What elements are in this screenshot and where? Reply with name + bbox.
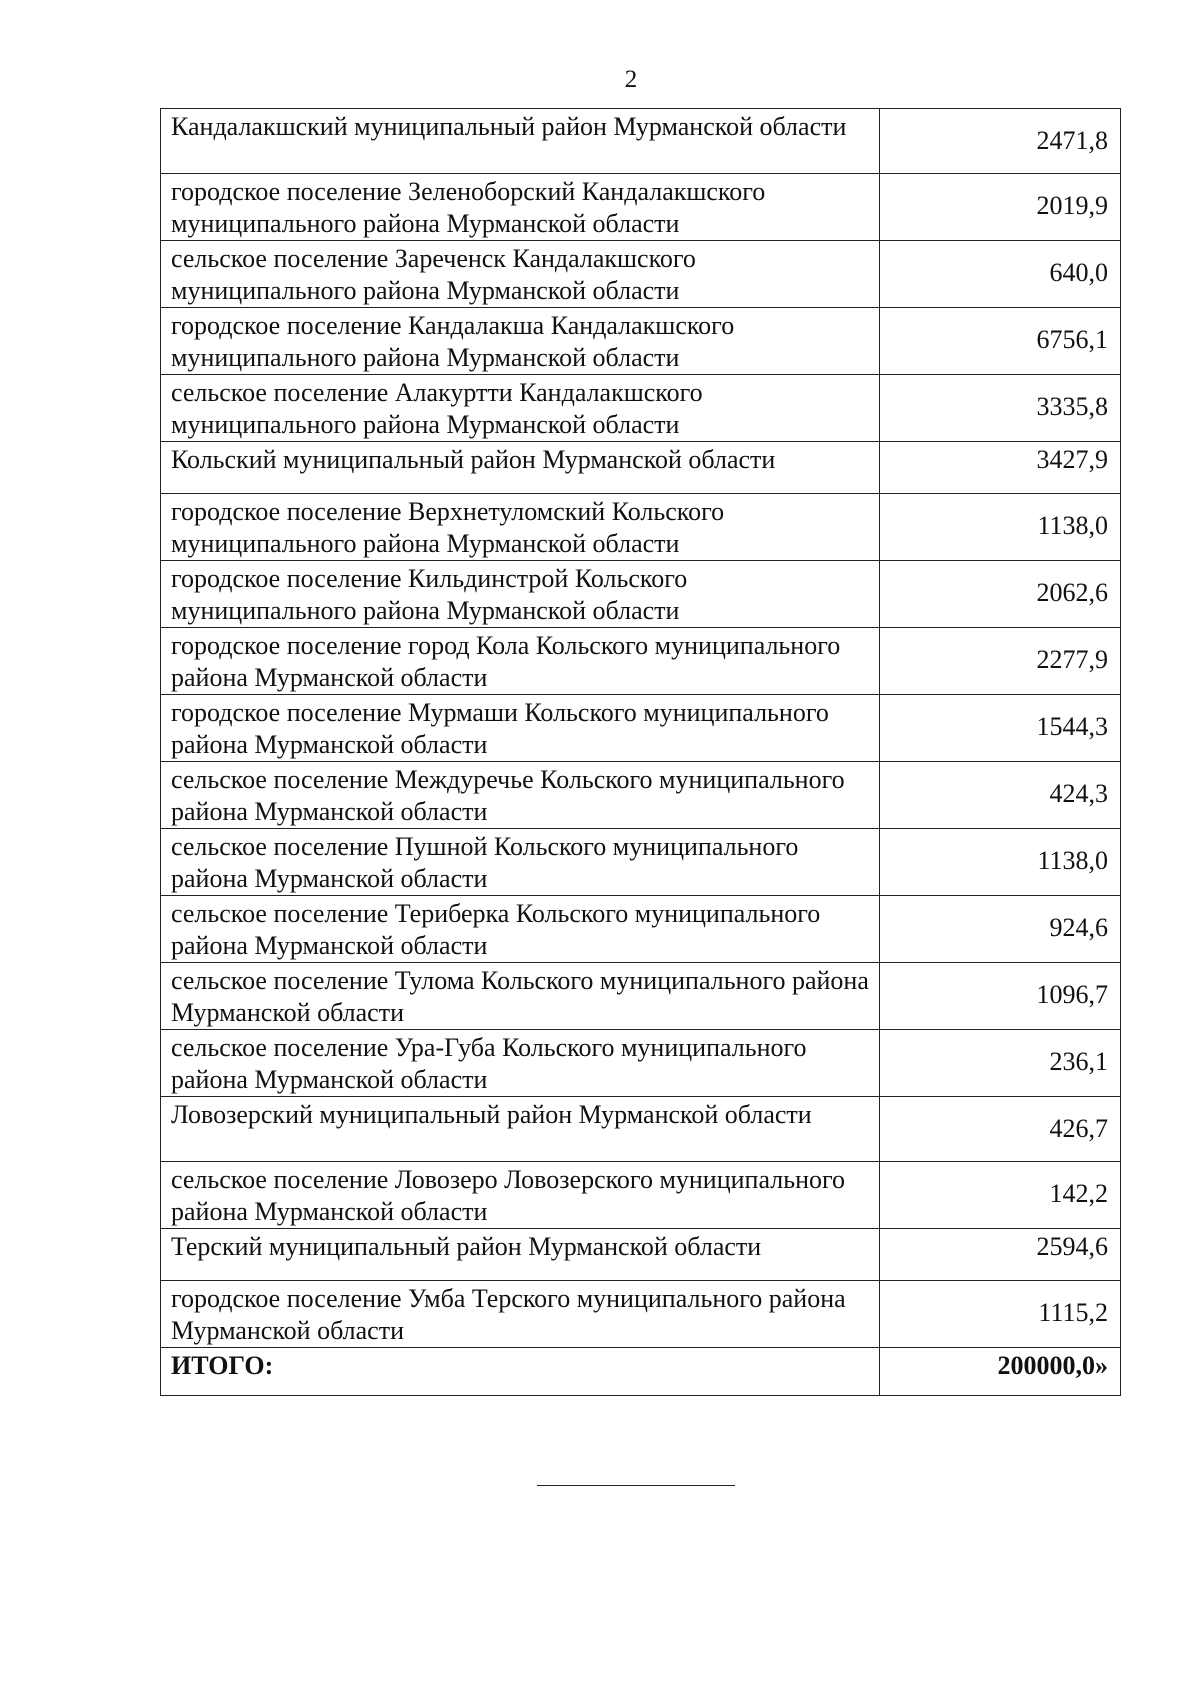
amount-value: 1544,3 bbox=[880, 695, 1121, 762]
municipality-name: Ловозерский муниципальный район Мурманской области bbox=[161, 1097, 880, 1162]
amount-value: 924,6 bbox=[880, 896, 1121, 963]
footer-rule bbox=[537, 1485, 735, 1486]
table-row bbox=[161, 109, 1121, 174]
total-amount: 200000,0» bbox=[880, 1348, 1121, 1396]
municipality-name: городское поселение Кандалакша Кандалакшского муниципального района Мурманской области bbox=[161, 308, 880, 375]
table-row bbox=[161, 695, 1121, 762]
table-row bbox=[161, 628, 1121, 695]
table-row bbox=[161, 241, 1121, 308]
page-number: 2 bbox=[624, 66, 638, 93]
municipality-name: сельское поселение Ловозеро Ловозерского муниципального района Мурманской области bbox=[161, 1162, 880, 1229]
municipality-name: городское поселение Умба Терского муниципального района Мурманской области bbox=[161, 1281, 880, 1348]
table-row bbox=[161, 829, 1121, 896]
table-row bbox=[161, 1281, 1121, 1348]
total-label: ИТОГО: bbox=[161, 1348, 880, 1396]
table-row bbox=[161, 1162, 1121, 1229]
amount-value: 2062,6 bbox=[880, 561, 1121, 628]
amount-value: 1138,0 bbox=[880, 829, 1121, 896]
amount-value: 2471,8 bbox=[880, 109, 1121, 174]
municipality-name: городское поселение город Кола Кольского муниципального района Мурманской области bbox=[161, 628, 880, 695]
municipality-name: городское поселение Зеленоборский Кандалакшского муниципального района Мурманской области bbox=[161, 174, 880, 241]
allocation-table bbox=[160, 108, 1121, 1396]
municipality-name: городское поселение Верхнетуломский Кольского муниципального района Мурманской области bbox=[161, 494, 880, 561]
table-row bbox=[161, 442, 1121, 494]
municipality-name: Терский муниципальный район Мурманской области bbox=[161, 1229, 880, 1281]
amount-value: 2277,9 bbox=[880, 628, 1121, 695]
municipality-name: сельское поселение Междуречье Кольского муниципального района Мурманской области bbox=[161, 762, 880, 829]
municipality-name: Кольский муниципальный район Мурманской области bbox=[161, 442, 880, 494]
municipality-name: сельское поселение Зареченск Кандалакшского муниципального района Мурманской области bbox=[161, 241, 880, 308]
municipality-name: сельское поселение Пушной Кольского муниципального района Мурманской области bbox=[161, 829, 880, 896]
table-row bbox=[161, 762, 1121, 829]
table-row bbox=[161, 494, 1121, 561]
amount-value: 2594,6 bbox=[880, 1229, 1121, 1281]
amount-value: 1096,7 bbox=[880, 963, 1121, 1030]
municipality-name: Кандалакшский муниципальный район Мурманской области bbox=[161, 109, 880, 174]
municipality-name: сельское поселение Териберка Кольского муниципального района Мурманской области bbox=[161, 896, 880, 963]
table-row bbox=[161, 1097, 1121, 1162]
amount-value: 1115,2 bbox=[880, 1281, 1121, 1348]
municipality-name: сельское поселение Ура-Губа Кольского муниципального района Мурманской области bbox=[161, 1030, 880, 1097]
municipality-name: городское поселение Кильдинстрой Кольского муниципального района Мурманской области bbox=[161, 561, 880, 628]
amount-value: 1138,0 bbox=[880, 494, 1121, 561]
municipality-name: сельское поселение Тулома Кольского муниципального района Мурманской области bbox=[161, 963, 880, 1030]
table-row bbox=[161, 375, 1121, 442]
table-row bbox=[161, 561, 1121, 628]
table-row bbox=[161, 963, 1121, 1030]
municipality-name: сельское поселение Алакуртти Кандалакшского муниципального района Мурманской области bbox=[161, 375, 880, 442]
amount-value: 3427,9 bbox=[880, 442, 1121, 494]
amount-value: 424,3 bbox=[880, 762, 1121, 829]
amount-value: 426,7 bbox=[880, 1097, 1121, 1162]
amount-value: 2019,9 bbox=[880, 174, 1121, 241]
amount-value: 142,2 bbox=[880, 1162, 1121, 1229]
municipality-name: городское поселение Мурмаши Кольского муниципального района Мурманской области bbox=[161, 695, 880, 762]
table-row bbox=[161, 896, 1121, 963]
table-row bbox=[161, 1030, 1121, 1097]
total-row bbox=[161, 1348, 1121, 1396]
table-row bbox=[161, 308, 1121, 375]
amount-value: 6756,1 bbox=[880, 308, 1121, 375]
table-row bbox=[161, 1229, 1121, 1281]
amount-value: 236,1 bbox=[880, 1030, 1121, 1097]
amount-value: 3335,8 bbox=[880, 375, 1121, 442]
amount-value: 640,0 bbox=[880, 241, 1121, 308]
table-row bbox=[161, 174, 1121, 241]
